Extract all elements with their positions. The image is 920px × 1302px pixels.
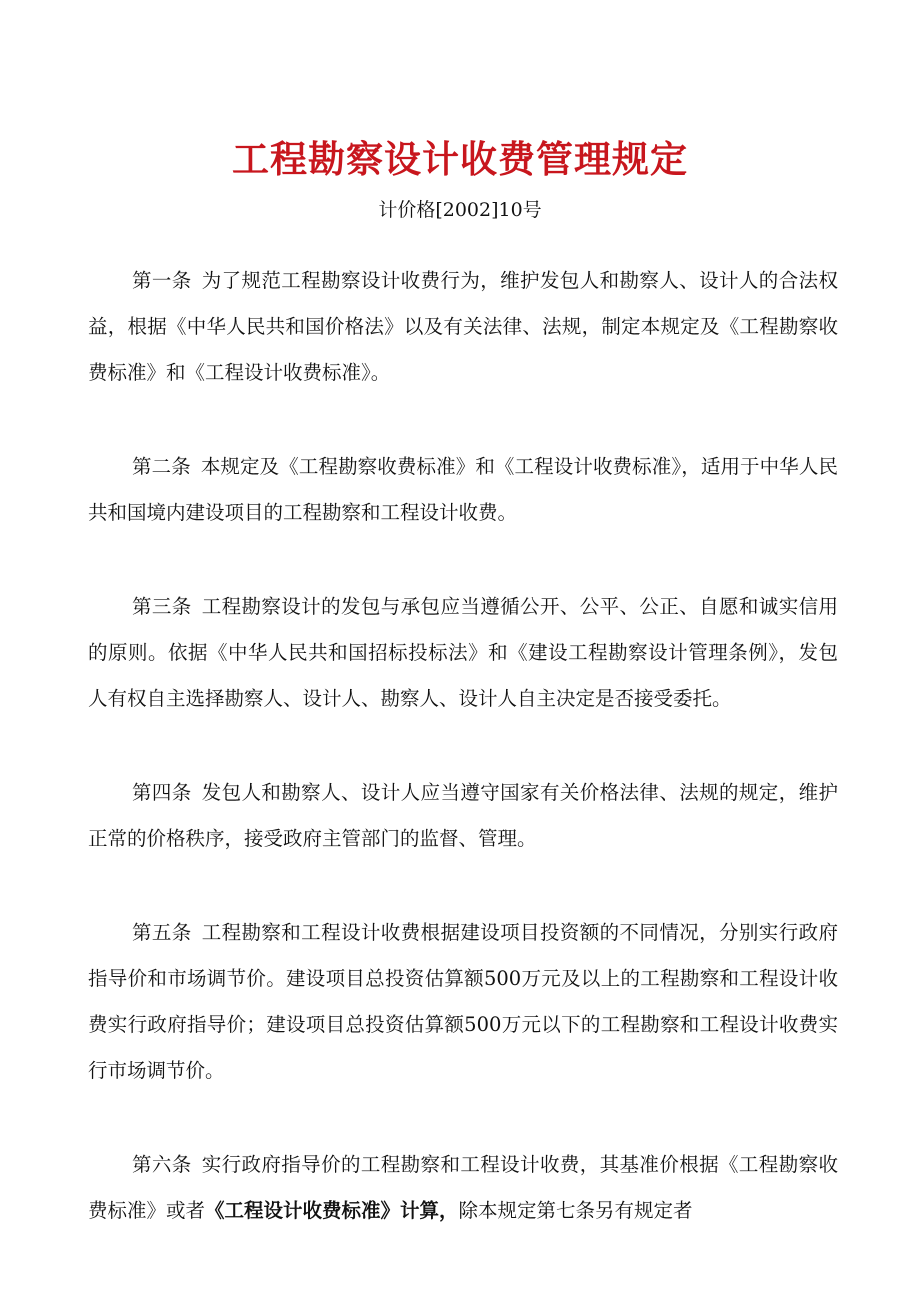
article-3	[88, 584, 838, 722]
article-6	[88, 1142, 838, 1234]
article-3-label: 第三条	[132, 595, 192, 618]
article-2	[88, 444, 838, 536]
article-4	[88, 770, 838, 862]
article-1	[88, 258, 838, 396]
article-6-text-before: 实行政府指导价的工程勘察和工程设计收费，其基准价根据《工程勘察收费标准》或者	[88, 1153, 838, 1222]
document-title: 工程勘察设计收费管理规定	[232, 138, 688, 181]
document-number: 计价格[2002]10号	[378, 199, 542, 221]
article-4-text: 发包人和勘察人、设计人应当遵守国家有关价格法律、法规的规定，维护正常的价格秩序，接受政府主管部门的监督、管理。	[88, 781, 838, 850]
article-4-label: 第四条	[132, 781, 192, 804]
article-5-text: 工程勘察和工程设计收费根据建设项目投资额的不同情况，分别实行政府指导价和市场调节价。建设项目总投资估算额500万元及以上的工程勘察和工程设计收费实行政府指导价；建设项目总投资估算额500万元以下的工程勘察和工程设计收费实行市场调节价。	[88, 921, 838, 1082]
article-6-text-after: 除本规定第七条另有规定者	[458, 1199, 693, 1222]
article-6-label: 第六条	[132, 1153, 192, 1176]
article-2-label: 第二条	[132, 455, 191, 478]
article-5-label: 第五条	[132, 921, 192, 944]
document-body	[88, 258, 838, 1282]
article-1-text: 为了规范工程勘察设计收费行为，维护发包人和勘察人、设计人的合法权益，根据《中华人民共和国价格法》以及有关法律、法规，制定本规定及《工程勘察收费标准》和《工程设计收费标准》。	[88, 269, 838, 384]
article-5	[88, 910, 838, 1094]
article-1-label: 第一条	[132, 269, 192, 292]
article-6-text-bold: 《工程设计收费标准》计算，	[205, 1199, 459, 1222]
article-3-text: 工程勘察设计的发包与承包应当遵循公开、公平、公正、自愿和诚实信用的原则。依据《中华人民共和国招标投标法》和《建设工程勘察设计管理条例》，发包人有权自主选择勘察人、设计人、勘察人、设计人自主决定是否接受委托。	[88, 595, 838, 710]
article-2-text: 本规定及《工程勘察收费标准》和《工程设计收费标准》，适用于中华人民共和国境内建设项目的工程勘察和工程设计收费。	[88, 455, 838, 524]
